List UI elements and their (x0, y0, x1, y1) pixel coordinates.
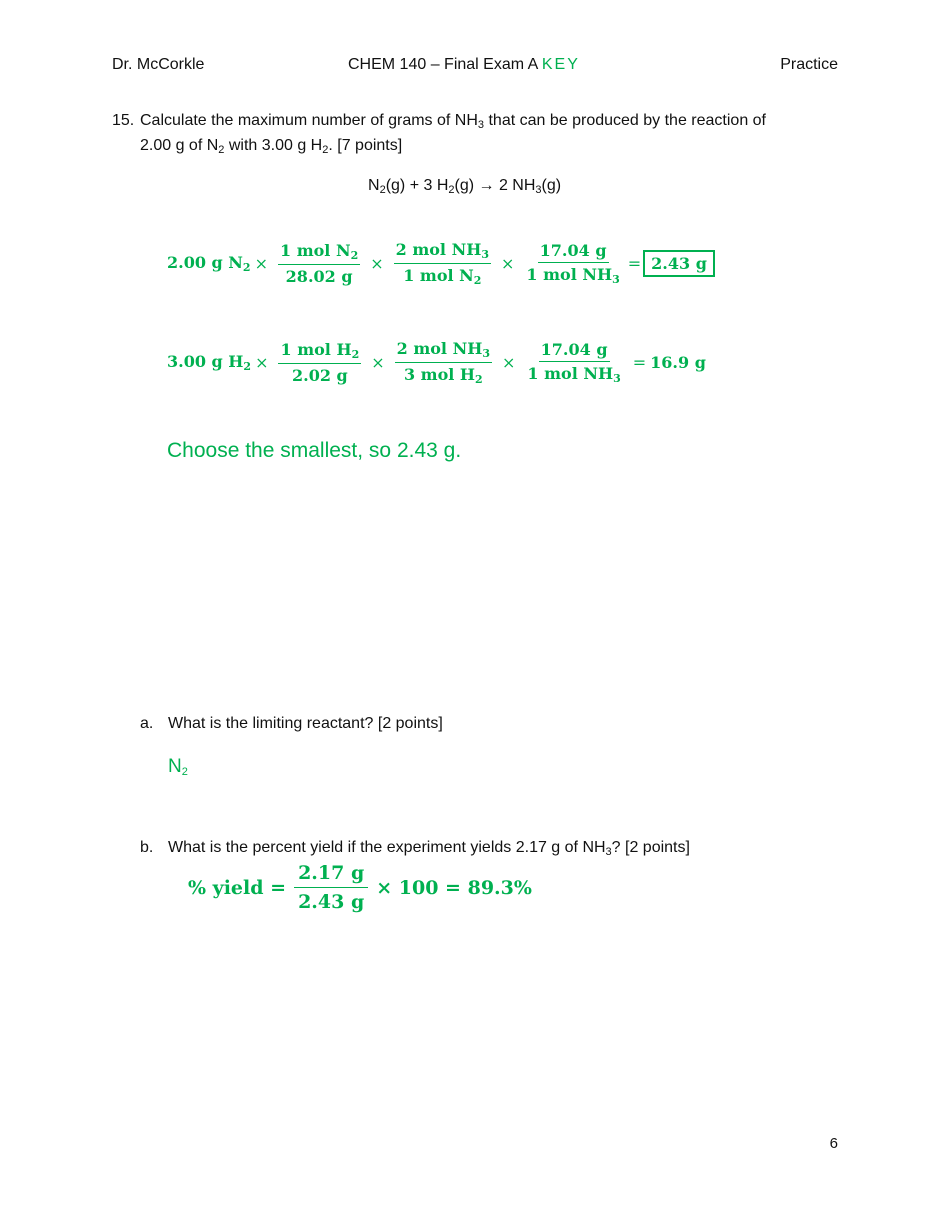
page-number: 6 (829, 1135, 838, 1152)
part-a-answer: $N_2$ (168, 756, 188, 778)
question-line2: 2.00 g of $N_2$ with 3.00 g $H_2$. [7 points] (140, 137, 403, 156)
percent-yield-calculation: % yield = $\frac{2.17 g}{2.43 g}$ × 100 = 89.3% (188, 862, 532, 913)
header-practice: Practice (780, 56, 838, 73)
header-author: Dr. McCorkle (112, 56, 205, 73)
part-b-question: What is the percent yield if the experiment yields 2.17 g of $NH_3$? [2 points] (168, 839, 690, 858)
part-b-label: b. (140, 839, 154, 856)
conclusion: Choose the smallest, so 2.43 g. (167, 439, 462, 462)
question-line1: Calculate the maximum number of grams of $NH_3$ that can be produced by the reaction of (140, 112, 766, 131)
question-number: 15. (112, 112, 135, 129)
header-title (348, 56, 580, 74)
part-a-question: What is the limiting reactant? [2 points] (168, 715, 443, 732)
header-key: KEY (541, 56, 580, 73)
reaction-equation: $N_2(g) + 3$ $H_2(g) \to 2$ $NH_3(g)$ (368, 177, 562, 196)
calculation-h2: 3.00 g $H_2$ × $\frac{1 mol H_2}{2.02 g}$ × $\frac{2 mol NH_3}{3 mol H_2}$ × $\frac{17.04 g}{1 mol NH_3}$ = 16.9 g (167, 339, 706, 386)
boxed-answer: 2.43 g (643, 250, 715, 277)
part-a-label: a. (140, 715, 154, 732)
header-course: CHEM 140 – Final Exam A (348, 56, 538, 73)
calculation-n2: 2.00 g $N_2$ × $\frac{1 mol N_2}{28.02 g}$ × $\frac{2 mol NH_3}{1 mol N_2}$ × $\frac{17.04 g}{1 mol NH_3}$ = 2.43 g (167, 240, 715, 287)
